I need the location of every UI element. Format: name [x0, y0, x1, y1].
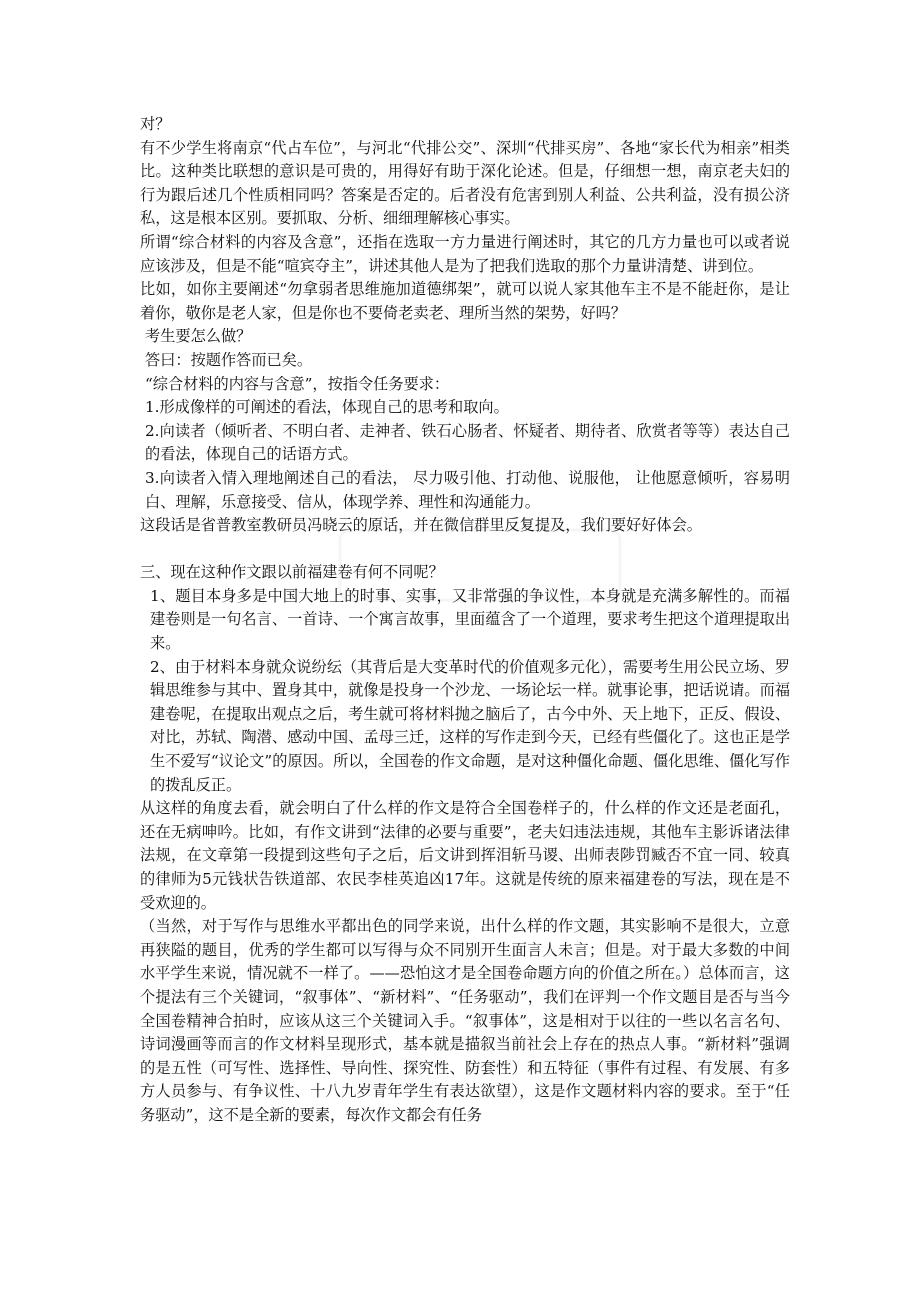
- paragraph-2: 有不少学生将南京“代占车位”，与河北“代排公交”、深圳“代排买房”、各地“家长代为相亲”相类比。这种类比联想的意识是可贵的，用得好有助于深化论述。但是，仔细想一想，南京老夫妇的行为跟后述几个性质相同吗？答案是否定的。后者没有危害到别人利益、公共利益，没有损公济私，这是根本区别。要抓取、分析、细细理解核心事实。: [140, 138, 790, 228]
- list-item-3: 3.向读者入情入理地阐述自己的看法， 尽力吸引他、打动他、说服他， 让他愿意倾听，容易明白、理解，乐意接受、信从，体现学养、理性和沟通能力。: [145, 468, 790, 511]
- section-heading: 三、现在这种作文跟以前福建卷有何不同呢？: [140, 563, 444, 582]
- list-item-2: 2.向读者（倾听者、不明白者、走神者、铁石心肠者、怀疑者、期待者、欣赏者等等）表达自己的看法，体现自己的话语方式。: [145, 421, 790, 464]
- paragraph-11: 这段话是省普教室教研员冯晓云的原话，并在微信群里反复提及，我们要好好体会。: [140, 516, 702, 535]
- paragraph-1: 对？: [140, 115, 171, 133]
- paragraph-15: 从这样的角度去看，就会明白了什么样的作文是符合全国卷样子的，什么样的作文还是老面孔，还在无病呻吟。比如，有作文讲到“法律的必要与重要”，老夫妇违法违规，其他车主影诉诸法律法规，在文章第一段提到这些句子之后，后文讲到挥泪斩马谡、出师表陟罚臧否不宜一同、较真的律师为5元钱状告铁道部、农民李桂英追凶17年。这就是传统的原来福建卷的写法，现在是不受欢迎的。: [140, 799, 790, 912]
- paragraph-14: 2、由于材料本身就众说纷纭（其背后是大变革时代的价值观多元化），需要考生用公民立场、罗辑思维参与其中、置身其中，就像是投身一个沙龙、一场论坛一样。就事论事，把话说请。而福建卷呢，在提取出观点之后，考生就可将材料抛之脑后了，古今中外、天上地下，正反、假设、对比，苏轼、陶潜、感动中国、孟母三迁，这样的写作走到今天，已经有些僵化了。这也正是学生不爱写“议论文”的原因。所以，全国卷的作文命题，是对这种僵化命题、僵化思维、僵化写作的拨乱反正。: [150, 657, 790, 794]
- document-body: [140, 113, 790, 1128]
- paragraph-4: 比如，如你主要阐述“勿拿弱者思维施加道德绑架”，就可以说人家其他车主不是不能赶你，是让着你，敬你是老人家，但是你也不要倚老卖老、理所当然的架势，好吗？: [140, 280, 790, 322]
- paragraph-6: 答曰：按题作答而已矣。: [145, 350, 313, 369]
- paragraph-3: 所谓“综合材料的内容及含意”，还指在选取一方力量进行阐述时，其它的几方力量也可以或者说应该涉及，但是不能“喧宾夺主”，讲述其他人是为了把我们选取的那个力量讲清楚、讲到位。: [140, 232, 790, 275]
- paragraph-5: 考生要怎么做？: [145, 327, 252, 346]
- paragraph-16: （当然，对于写作与思维水平都出色的同学来说，出什么样的作文题，其实影响不是很大，立意再狭隘的题目，优秀的学生都可以写得与众不同别开生面言人未言；但是。对于最大多数的中间水平学生来说，情况就不一样了。——恐怕这才是全国卷命题方向的价值之所在。）总体而言，这个提法有三个关键词，“叙事体”、“新材料”、“任务驱动”，我们在评判一个作文题目是否与当今全国卷精神合拍时，应该从这三个关键词入手。“叙事体”，这是相对于以往的一些以名言名句、诗词漫画等而言的作文材料呈现形式，基本就是描叙当前社会上存在的热点人事。“新材料”强调的是五性（可写性、选择性、导向性、探究性、防套性）和五特征（事件有过程、有发展、有多方人员参与、有争议性、十八九岁青年学生有表达欲望），这是作文题材料内容的要求。至于“任务驱动”，这不是全新的要素，每次作文都会有任务: [140, 917, 790, 1124]
- blank-line: [140, 538, 790, 562]
- paragraph-13: 1、题目本身多是中国大地上的时事、实事，又非常强的争议性，本身就是充满多解性的。而福建卷则是一句名言、一首诗、一个寓言故事，里面蕴含了一个道理，要求考生把这个道理提取出来。: [150, 586, 790, 653]
- list-item-1: 1.形成像样的可阐述的看法，体现自己的思考和取向。: [145, 398, 509, 417]
- paragraph-7: “综合材料的内容与含意”，按指令任务要求：: [145, 374, 450, 393]
